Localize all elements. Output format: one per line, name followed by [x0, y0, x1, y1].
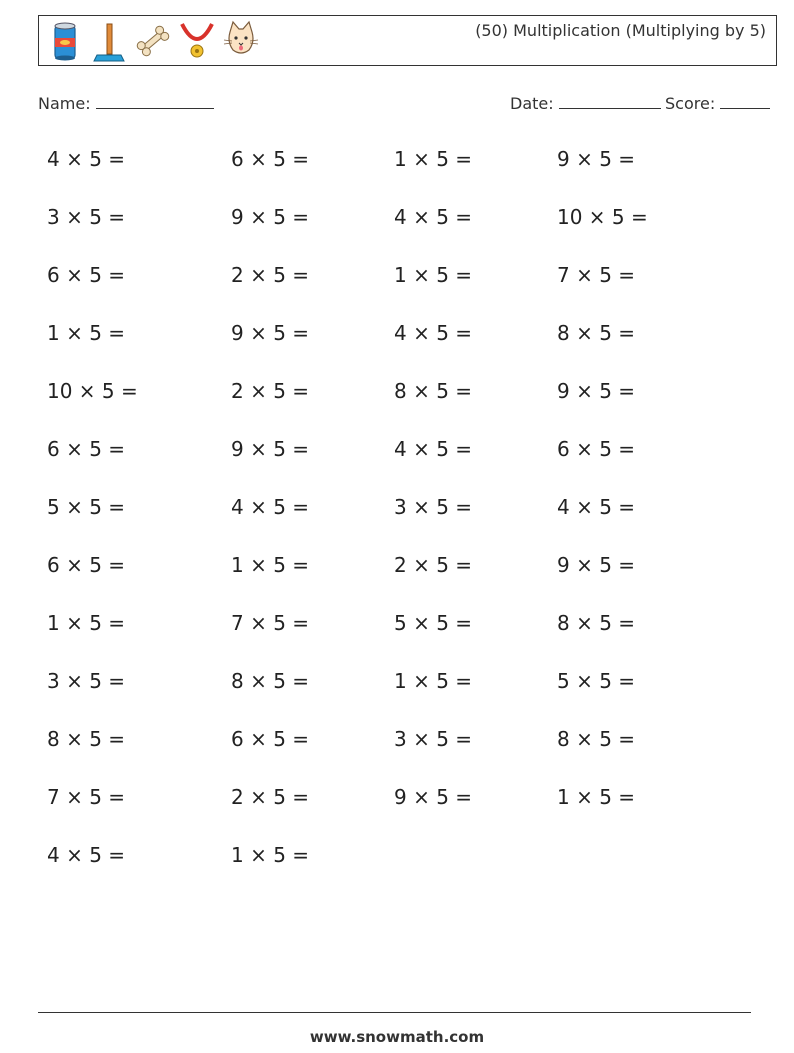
problem-item: 2 × 5 = [231, 379, 310, 403]
problem-item: 10 × 5 = [557, 205, 648, 229]
cat-food-can-icon [46, 18, 84, 64]
problem-item: 1 × 5 = [394, 669, 473, 693]
score-field [665, 92, 770, 113]
problem-item: 8 × 5 = [557, 321, 636, 345]
problem-item: 9 × 5 = [231, 437, 310, 461]
score-label: Score: [665, 94, 716, 113]
problem-item: 4 × 5 = [231, 495, 310, 519]
problem-item: 8 × 5 = [231, 669, 310, 693]
problem-item: 3 × 5 = [47, 205, 126, 229]
bone-icon [134, 18, 172, 64]
problem-item: 4 × 5 = [394, 437, 473, 461]
problem-item: 1 × 5 = [231, 553, 310, 577]
problem-item: 9 × 5 = [394, 785, 473, 809]
footer-url: www.snowmath.com [309, 1028, 485, 1046]
worksheet-title: (50) Multiplication (Multiplying by 5) [475, 21, 766, 40]
problem-item: 6 × 5 = [557, 437, 636, 461]
problem-item: 8 × 5 = [394, 379, 473, 403]
footer-divider [38, 1012, 751, 1013]
date-label: Date: [510, 94, 554, 113]
problem-item: 8 × 5 = [557, 611, 636, 635]
problem-item: 6 × 5 = [47, 553, 126, 577]
problem-item: 1 × 5 = [231, 843, 310, 867]
header-icons [46, 18, 260, 64]
problem-item: 7 × 5 = [47, 785, 126, 809]
problem-item: 9 × 5 = [231, 205, 310, 229]
problem-item: 2 × 5 = [231, 263, 310, 287]
problem-item: 7 × 5 = [231, 611, 310, 635]
cat-face-icon [222, 18, 260, 64]
name-label: Name: [38, 94, 91, 113]
problem-item: 4 × 5 = [557, 495, 636, 519]
problem-item: 8 × 5 = [47, 727, 126, 751]
problem-item: 4 × 5 = [394, 205, 473, 229]
problem-item: 7 × 5 = [557, 263, 636, 287]
problem-item: 5 × 5 = [394, 611, 473, 635]
worksheet-header [38, 15, 777, 66]
name-blank[interactable] [96, 92, 214, 109]
problem-item: 9 × 5 = [231, 321, 310, 345]
problem-item: 4 × 5 = [394, 321, 473, 345]
date-blank[interactable] [559, 92, 661, 109]
problem-item: 6 × 5 = [231, 727, 310, 751]
scratching-post-icon [90, 18, 128, 64]
problem-item: 5 × 5 = [47, 495, 126, 519]
problem-item: 1 × 5 = [47, 611, 126, 635]
problem-item: 6 × 5 = [231, 147, 310, 171]
problem-item: 8 × 5 = [557, 727, 636, 751]
problem-item: 3 × 5 = [394, 495, 473, 519]
problem-item: 2 × 5 = [394, 553, 473, 577]
problem-item: 3 × 5 = [394, 727, 473, 751]
date-field [510, 92, 661, 113]
problem-item: 4 × 5 = [47, 147, 126, 171]
problem-item: 9 × 5 = [557, 379, 636, 403]
pet-collar-icon [178, 18, 216, 64]
name-field [38, 92, 214, 113]
problem-item: 9 × 5 = [557, 553, 636, 577]
problem-item: 2 × 5 = [231, 785, 310, 809]
problem-item: 5 × 5 = [557, 669, 636, 693]
problem-item: 4 × 5 = [47, 843, 126, 867]
problem-item: 6 × 5 = [47, 263, 126, 287]
problem-item: 1 × 5 = [394, 263, 473, 287]
problem-item: 1 × 5 = [47, 321, 126, 345]
problem-item: 10 × 5 = [47, 379, 138, 403]
problem-item: 9 × 5 = [557, 147, 636, 171]
score-blank[interactable] [720, 92, 770, 109]
problem-item: 6 × 5 = [47, 437, 126, 461]
problem-item: 1 × 5 = [394, 147, 473, 171]
problem-item: 3 × 5 = [47, 669, 126, 693]
problem-item: 1 × 5 = [557, 785, 636, 809]
